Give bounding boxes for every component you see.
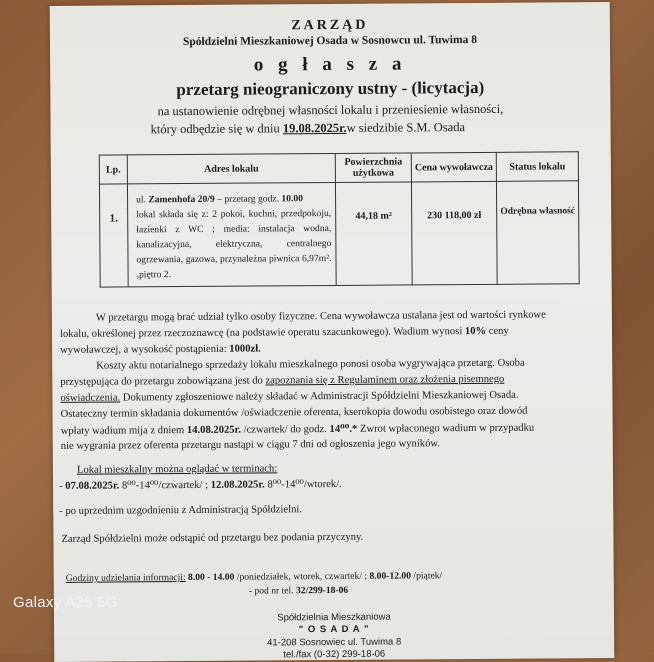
para2-line3: oświadczenia. Dokumenty zgłoszeniowe należy składać w Administracji Spółdzielni Mieszkaniowej Osada. [60,389,519,404]
header-purpose: na ustanowienie odrębnej własności lokalu i przeniesienie własności, [157,101,504,119]
footer-address: 41-208 Sosnowiec ul. Tuwima 8 [267,636,402,649]
info-phone: - pod nr tel. 32/299-18-06 [248,584,349,597]
header-address: Adres lokalu [127,153,335,183]
para1-line2: lokalu, określonej przez rzeczoznawcę (na podstawie operatu szacunkowego). Wadium wynosi 10% ceny [59,325,509,340]
row-price: 230 118,00 zł [411,181,497,285]
tender-date: 19.08.2025r. [282,120,347,136]
para2-line2: przystępująca do przetargu zobowiązana jest do zapoznania się z Regulaminem oraz złożenia pisemnego [60,373,505,388]
row-status: Odrębna własność [496,181,579,285]
disclaimer: Zarząd Spółdzielni może odstąpić od przetargu bez podania przyczyny. [61,531,364,545]
camera-watermark: Galaxy A25 5G [13,594,118,611]
para1-line3: wywoławczej, a wysokość postąpienia: 1000zł. [60,343,261,356]
footer-osada: " O S A D A " [298,623,370,636]
viewing-dates: - 07.08.2025r. 8⁰⁰-14⁰⁰/czwartek/ ; 12.08.2025r. 8⁰⁰-14⁰⁰/wtorek/. [59,478,342,492]
header-lp: Lp. [99,155,127,184]
viewing-arrangement: - po uprzednim uzgodnieniu z Administracją Spółdzielni. [59,504,303,517]
viewing-title: Lokal mieszkalny można oglądać w terminach: [76,463,278,476]
row-address: ul. Zamenhofa 20/9 – przetarg godz. 10.00 lokal składa się z: 2 pokoi, kuchni, przedpokoju, łazienki z WC ; media: instalacja wodna, kanalizacyjna, elektryczna, centralnego ogrzewania, gazowa, przynależna piwnica 6,97m². ,piętro 2. [127,182,336,286]
info-hours: Godziny udzielania informacji: 8.00 - 14.00 /poniedziałek, wtorek, czwartek/ ; 8.00-12.00 /piątek/ [65,570,443,584]
para2-line1: Koszty aktu notarialnego sprzedaży lokalu mieszkalnego ponosi osoba wygrywająca przetarg. Osoba [96,357,525,372]
header-tender-type: przetarg nieograniczony ustny - (licytacja) [176,77,485,100]
row-description: lokal składa się z: 2 pokoi, kuchni, przedpokoju, łazienki z WC ; media: instalacja wodna, kanalizacyjna, elektryczna, centralnego ogrzewania, gazowa, przynależna piwnica 6,97m². ,piętro 2. [136,208,332,281]
header-announces: o g ł a s z a [253,53,407,76]
footer-phone: tel./fax (0-32) 299-18-06 [283,648,386,661]
table-header-row [99,152,578,184]
header-status: Status lokalu [496,152,578,182]
para2-line6: nie wygrania przez oferenta przetargu nastąpi w ciągu 7 dni od ogłoszenia jego wyników. [60,438,441,452]
header-area: Powierzchnia użytkowa [335,153,411,183]
para2-line4: Ostateczny termin składania dokumentów /oświadczenie oferenta, kserokopia dowodu osobistego oraz dowód [60,405,528,420]
para2-line5: wpłaty wadium mija z dniem 14.08.2025r. /czwartek/ do godz. 14⁰⁰.* Zwrot wpłaconego wadium w przypadku [60,422,535,437]
table-row [99,181,579,287]
property-table [99,151,580,287]
header-cooperative: Spółdzielni Mieszkaniowej Osada w Sosnowcu ul. Tuwima 8 [182,33,477,49]
header-board: ZARZĄD [291,17,369,34]
footer-name: Spółdzielnia Mieszkaniowa [277,611,391,624]
para1-line1: W przetargu mogą brać udział tylko osoby fizyczne. Cena wywoławcza ustalana jest od wartości rynkowe [95,309,546,324]
header-date-line: który odbędzie się w dniu 19.08.2025r.w siedzibie S.M. Osada [150,120,466,137]
header-price: Cena wywoławcza [411,152,496,182]
notice-paper [50,2,615,662]
row-area: 44,18 m² [335,182,412,286]
row-lp: 1. [99,184,128,287]
